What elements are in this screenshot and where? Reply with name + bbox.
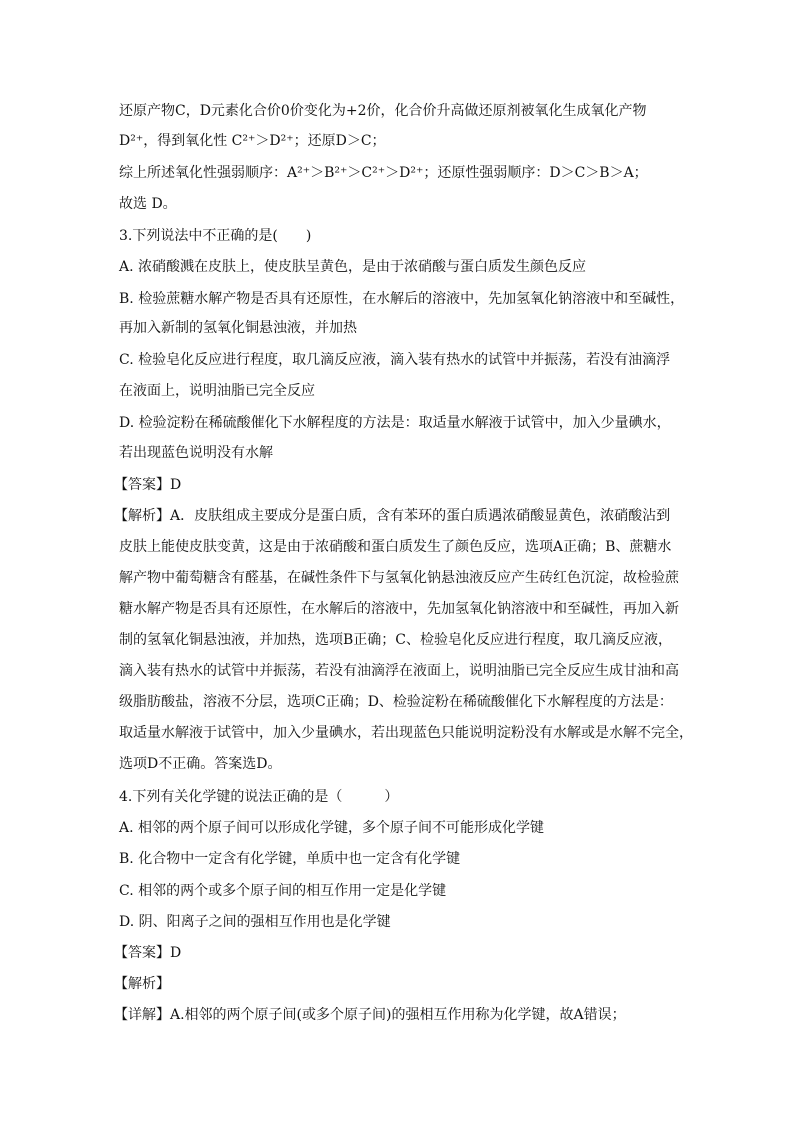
option-d: D. 阴、阳离子之间的强相互作用也是化学键 [119,914,391,930]
analysis-line: 皮肤上能使皮肤变黄，这是由于浓硝酸和蛋白质发生了颜色反应，选项A正确；B、蔗糖水 [119,539,672,555]
answer-line: 【答案】D [114,477,182,493]
option-d: D. 检验淀粉在稀硫酸催化下水解程度的方法是：取适量水解液于试管中，加入少量碘水， [119,415,671,431]
option-a: A. 浓硝酸溅在皮肤上，使皮肤呈黄色，是由于浓硝酸与蛋白质发生颜色反应 [119,259,587,275]
option-b: B. 检验蔗糖水解产物是否具有还原性，在水解后的溶液中，先加氢氧化钠溶液中和至碱性， [119,291,685,307]
option-b-cont: 再加入新制的氢氧化铜悬浊液，并加热 [119,320,357,336]
option-a: A. 相邻的两个原子间可以形成化学键，多个原子间不可能形成化学键 [119,820,545,836]
question-title: 4.下列有关化学键的说法正确的是（ ） [119,789,399,805]
analysis-line: 【解析】A．皮肤组成主要成分是蛋白质，含有苯环的蛋白质遇浓硝酸显黄色，浓硝酸沾到 [114,508,671,524]
option-c: C. 相邻的两个或多个原子间的相互作用一定是化学键 [119,883,447,899]
text-line: 故选 D。 [119,196,177,212]
text-line: 综上所述氧化性强弱顺序：A²⁺＞B²⁺＞C²⁺＞D²⁺；还原性强弱顺序：D＞C＞B＞A； [119,165,648,181]
analysis-heading: 【解析】 [114,976,170,992]
option-c-cont: 在液面上，说明油脂已完全反应 [119,383,315,399]
analysis-line: 糖水解产物是否具有还原性，在水解后的溶液中，先加氢氧化钠溶液中和至碱性，再加入新 [119,601,679,617]
analysis-line: 制的氢氧化铜悬浊液，并加热，选项B正确；C、检验皂化反应进行程度，取几滴反应液， [119,632,672,648]
analysis-line: 取适量水解液于试管中，加入少量碘水，若出现蓝色只能说明淀粉没有水解或是水解不完全， [119,725,693,741]
answer-line: 【答案】D [114,945,182,961]
analysis-line: 选项D不正确。答案选D。 [119,756,282,772]
text-line: D²⁺，得到氧化性 C²⁺＞D²⁺；还原D＞C； [119,133,386,149]
text-line: 还原产物C，D元素化合价0价变化为+2价，化合价升高做还原剂被氧化生成氧化产物 [119,103,647,119]
analysis-line: 级脂肪酸盐，溶液不分层，选项C正确；D、检验淀粉在稀硫酸催化下水解程度的方法是： [119,694,673,710]
option-c: C. 检验皂化反应进行程度，取几滴反应液，滴入装有热水的试管中并振荡，若没有油滴浮 [119,352,671,368]
option-b: B. 化合物中一定含有化学键，单质中也一定含有化学键 [119,851,461,867]
analysis-line: 滴入装有热水的试管中并振荡，若没有油滴浮在液面上，说明油脂已完全反应生成甘油和高 [119,663,679,679]
question-title: 3.下列说法中不正确的是( ) [119,228,312,244]
analysis-line: 解产物中葡萄糖含有醛基，在碱性条件下与氢氧化钠悬浊液反应产生砖红色沉淀，故检验蔗 [119,570,679,586]
option-d-cont: 若出现蓝色说明没有水解 [119,445,273,461]
detail-line: 【详解】A.相邻的两个原子间(或多个原子间)的强相互作用称为化学键，故A错误； [114,1007,626,1023]
